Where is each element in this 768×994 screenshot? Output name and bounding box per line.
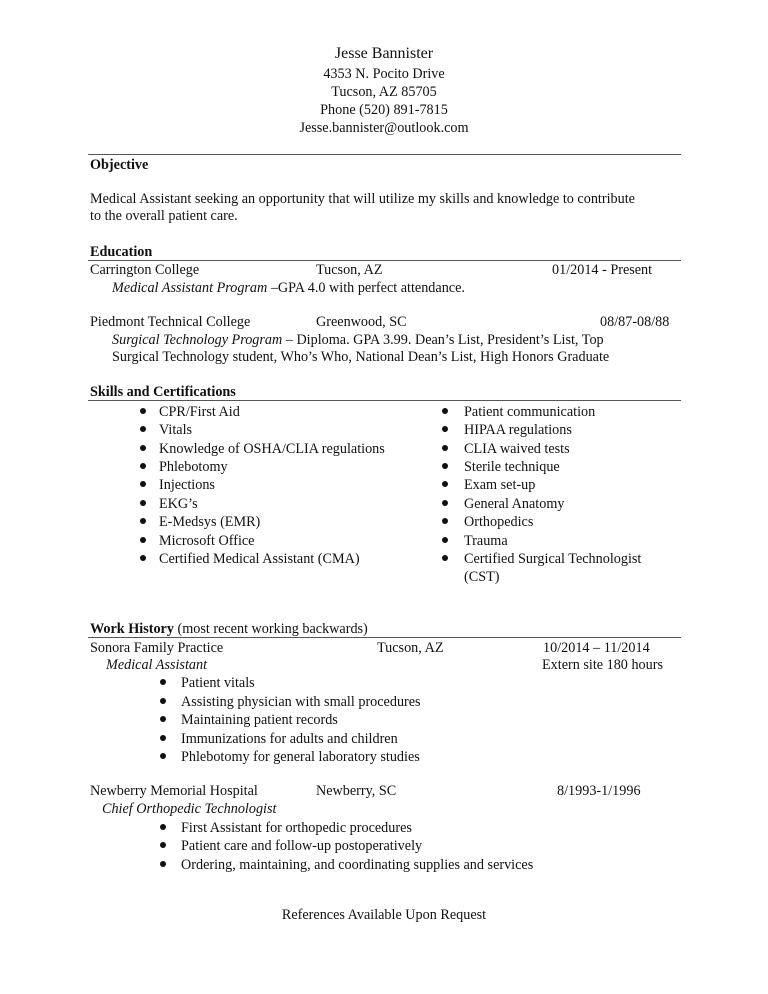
skill-item: Knowledge of OSHA/CLIA regulations bbox=[159, 441, 385, 457]
section-divider bbox=[88, 400, 681, 401]
bullet bbox=[160, 698, 166, 704]
education-location: Greenwood, SC bbox=[316, 314, 407, 330]
bullet bbox=[160, 716, 166, 722]
objective-heading: Objective bbox=[90, 157, 149, 173]
skill-item: HIPAA regulations bbox=[464, 422, 572, 438]
job-duty: Patient vitals bbox=[181, 675, 255, 691]
bullet bbox=[140, 408, 146, 414]
education-detail: –GPA 4.0 with perfect attendance. bbox=[267, 280, 465, 296]
job-duty: First Assistant for orthopedic procedures bbox=[181, 820, 412, 836]
job-dates: 10/2014 – 11/2014 bbox=[543, 640, 650, 656]
bullet bbox=[160, 753, 166, 759]
phone-number: Phone (520) 891-7815 bbox=[320, 102, 448, 118]
section-divider bbox=[88, 637, 681, 638]
candidate-name: Jesse Bannister bbox=[334, 45, 434, 62]
bullet bbox=[442, 463, 448, 469]
education-dates: 08/87-08/88 bbox=[600, 314, 670, 330]
job-duty: Patient care and follow-up postoperatively bbox=[181, 838, 423, 854]
bullet bbox=[140, 537, 146, 543]
bullet bbox=[160, 679, 166, 685]
bullet bbox=[160, 735, 166, 741]
bullet bbox=[442, 537, 448, 543]
address-line-2: Tucson, AZ 85705 bbox=[331, 84, 437, 100]
skill-item: Vitals bbox=[159, 422, 193, 438]
job-employer: Sonora Family Practice bbox=[90, 640, 224, 656]
education-school: Piedmont Technical College bbox=[90, 314, 251, 330]
job-location: Tucson, AZ bbox=[377, 640, 444, 656]
job-location: Newberry, SC bbox=[316, 783, 397, 799]
education-program-line bbox=[112, 331, 604, 349]
job-note: Extern site 180 hours bbox=[542, 657, 663, 673]
skill-item-continued: (CST) bbox=[464, 569, 500, 585]
education-program-line bbox=[112, 279, 465, 297]
education-detail: – Diploma. GPA 3.99. Dean’s List, President’s List, Top bbox=[282, 332, 604, 348]
skill-item: CPR/First Aid bbox=[159, 404, 240, 420]
education-detail-line-2: Surgical Technology student, Who’s Who, National Dean’s List, High Honors Graduate bbox=[112, 349, 610, 365]
bullet bbox=[442, 481, 448, 487]
skill-item: General Anatomy bbox=[464, 496, 565, 512]
bullet bbox=[160, 861, 166, 867]
bullet bbox=[442, 500, 448, 506]
education-dates: 01/2014 - Present bbox=[552, 262, 653, 278]
objective-text-line-1: Medical Assistant seeking an opportunity that will utilize my skills and knowledge to contribute bbox=[90, 191, 635, 207]
education-heading: Education bbox=[90, 244, 153, 260]
skill-item: Phlebotomy bbox=[159, 459, 228, 475]
bullet bbox=[140, 500, 146, 506]
objective-text-line-2: to the overall patient care. bbox=[90, 208, 238, 224]
bullet bbox=[140, 481, 146, 487]
bullet bbox=[140, 463, 146, 469]
bullet bbox=[442, 445, 448, 451]
education-program: Medical Assistant Program bbox=[112, 280, 268, 296]
job-duty: Immunizations for adults and children bbox=[181, 731, 398, 747]
references-note: References Available Upon Request bbox=[281, 907, 487, 923]
job-duty: Maintaining patient records bbox=[181, 712, 338, 728]
bullet bbox=[442, 408, 448, 414]
bullet bbox=[442, 518, 448, 524]
bullet bbox=[160, 842, 166, 848]
job-duty: Phlebotomy for general laboratory studies bbox=[181, 749, 420, 765]
education-school: Carrington College bbox=[90, 262, 200, 278]
bullet bbox=[140, 518, 146, 524]
skill-item: EKG’s bbox=[159, 496, 198, 512]
address-line-1: 4353 N. Pocito Drive bbox=[323, 66, 445, 82]
work-heading: Work History bbox=[90, 621, 174, 637]
bullet bbox=[140, 426, 146, 432]
skill-item: Sterile technique bbox=[464, 459, 560, 475]
skill-item: Certified Surgical Technologist bbox=[464, 551, 642, 567]
skill-item: Trauma bbox=[464, 533, 508, 549]
skill-item: Certified Medical Assistant (CMA) bbox=[159, 551, 360, 567]
education-location: Tucson, AZ bbox=[316, 262, 383, 278]
job-role: Chief Orthopedic Technologist bbox=[102, 801, 277, 817]
bullet bbox=[160, 824, 166, 830]
skill-item: Injections bbox=[159, 477, 215, 493]
job-role: Medical Assistant bbox=[106, 657, 208, 673]
email-address: Jesse.bannister@outlook.com bbox=[299, 120, 469, 136]
skill-item: Exam set-up bbox=[464, 477, 536, 493]
job-employer: Newberry Memorial Hospital bbox=[90, 783, 258, 799]
skill-item: CLIA waived tests bbox=[464, 441, 570, 457]
work-subheading: (most recent working backwards) bbox=[173, 621, 368, 637]
education-program: Surgical Technology Program bbox=[112, 332, 283, 348]
bullet bbox=[140, 445, 146, 451]
job-dates: 8/1993-1/1996 bbox=[557, 783, 641, 799]
bullet bbox=[140, 555, 146, 561]
section-divider bbox=[88, 154, 681, 155]
skill-item: Patient communication bbox=[464, 404, 596, 420]
job-duty: Assisting physician with small procedures bbox=[181, 694, 421, 710]
bullet bbox=[442, 426, 448, 432]
skill-item: Orthopedics bbox=[464, 514, 534, 530]
job-duty: Ordering, maintaining, and coordinating supplies and services bbox=[181, 857, 534, 873]
bullet bbox=[442, 555, 448, 561]
skill-item: Microsoft Office bbox=[159, 533, 255, 549]
skills-heading: Skills and Certifications bbox=[90, 384, 236, 400]
skill-item: E-Medsys (EMR) bbox=[159, 514, 261, 530]
work-heading-line bbox=[90, 620, 368, 638]
